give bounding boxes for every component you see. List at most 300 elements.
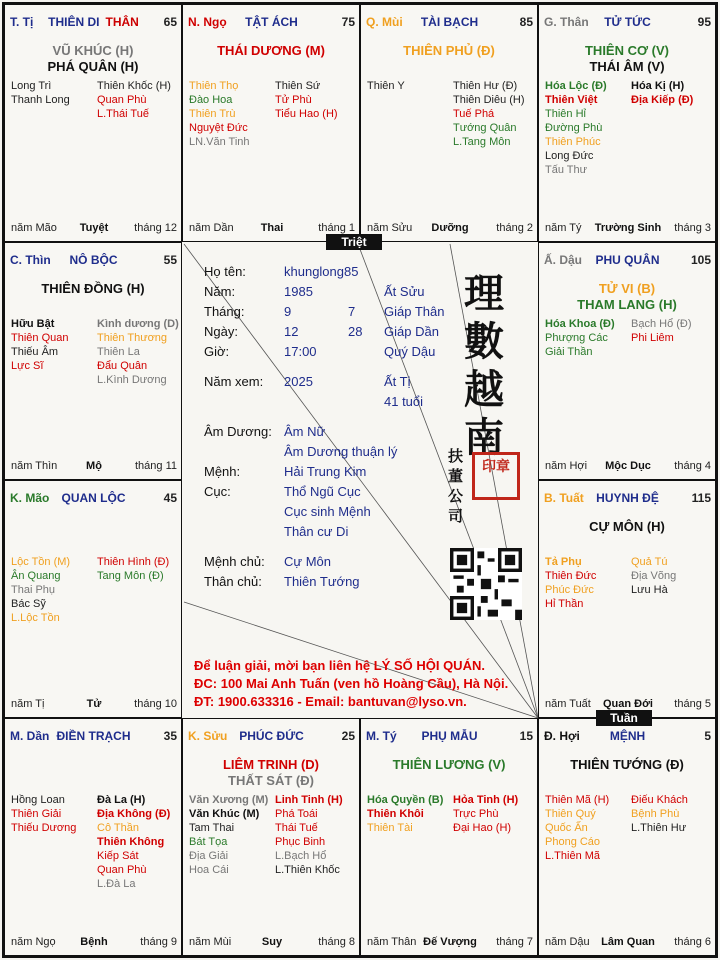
palace-number: 35	[163, 729, 177, 743]
minor-stars-left	[11, 317, 68, 373]
minor-star: Bạch Hổ (Đ)	[631, 318, 692, 330]
minor-star: L.Thái Tuế	[97, 108, 149, 120]
minor-stars-right	[97, 793, 170, 891]
minor-star: Phục Binh	[275, 836, 326, 848]
info-canchi: 41 tuổi	[384, 394, 424, 409]
minor-star: Kiếp Sát	[97, 850, 139, 862]
minor-star: Hỉ Thần	[545, 598, 584, 610]
palace-year: năm Hợi	[545, 460, 588, 472]
palace-year: năm Dần	[189, 222, 234, 234]
minor-star: Lưu Hà	[631, 584, 668, 596]
palace-footer	[367, 222, 533, 236]
minor-star: Thái Tuế	[275, 822, 318, 834]
minor-star: Quốc Ấn	[545, 822, 588, 834]
minor-stars-right	[97, 555, 169, 583]
than-cu: Thân cư Di	[284, 524, 349, 539]
palace-name	[366, 729, 533, 743]
minor-star: Điếu Khách	[631, 794, 688, 806]
minor-stars-left	[545, 317, 615, 359]
calligraphy-char: 越	[464, 366, 504, 413]
tuan-marker: Tuần	[596, 710, 652, 726]
palace-header	[366, 15, 533, 31]
minor-star: Thiên Y	[367, 80, 405, 92]
minor-stars-left	[11, 555, 70, 625]
main-star: THÁI ÂM (V)	[589, 59, 665, 74]
minor-star: Nguyệt Đức	[189, 122, 248, 134]
cuc-value: Thổ Ngũ Cục	[284, 484, 361, 499]
palace-branch: Q. Mùi	[366, 15, 403, 29]
minor-star: Quả Tú	[631, 556, 668, 568]
minor-star: Địa Giải	[189, 850, 229, 862]
palace-footer	[11, 936, 177, 950]
minor-stars-right	[453, 79, 525, 149]
chart-center-info	[182, 242, 538, 716]
calligraphy-small-char: 司	[448, 507, 464, 525]
menh-chu-value: Cự Môn	[284, 554, 331, 569]
minor-star: Đào Hoa	[189, 94, 233, 106]
minor-star: LN.Văn Tinh	[189, 136, 250, 148]
main-star: THIÊN LƯƠNG (V)	[392, 757, 506, 772]
info-value: 1985	[284, 284, 313, 299]
than-marker: THÂN	[105, 15, 139, 29]
minor-star: Thiên Mã (H)	[545, 794, 610, 806]
info-label: Năm:	[204, 284, 236, 299]
calligraphy-small-char: 扶	[448, 447, 464, 465]
main-star: TỬ VI (B)	[598, 281, 656, 296]
calligraphy-char: 數	[464, 318, 504, 365]
info-value: 9	[284, 304, 292, 319]
palace-name	[10, 729, 177, 743]
main-star: PHÁ QUÂN (H)	[47, 59, 139, 74]
palace-name-text: TẬT ÁCH	[245, 15, 298, 29]
palace-month: tháng 3	[674, 222, 711, 234]
minor-star: Đẩu Quân	[97, 360, 148, 372]
main-star: LIÊM TRINH (D)	[222, 757, 320, 772]
minor-stars-right	[631, 793, 688, 835]
palace-cell[interactable]	[182, 718, 360, 956]
minor-star: Linh Tinh (H)	[275, 794, 343, 806]
palace-cell[interactable]	[4, 718, 182, 956]
minor-star: Hồng Loan	[11, 794, 65, 806]
palace-header	[544, 15, 711, 31]
main-star: THIÊN CƠ (V)	[584, 43, 670, 58]
minor-stars-left	[545, 79, 607, 177]
life-stage: Quan Đới	[603, 698, 653, 710]
minor-star: L.Thiên Khốc	[275, 864, 340, 876]
minor-star: Thiên Trù	[189, 108, 236, 120]
palace-footer	[11, 698, 177, 712]
minor-star: Địa Không (Đ)	[97, 808, 171, 820]
minor-star: Quan Phù	[97, 864, 147, 876]
am-duong-detail: Âm Dương thuận lý	[284, 444, 398, 459]
palace-header	[10, 729, 177, 745]
palace-branch: K. Mão	[10, 491, 50, 505]
palace-header	[544, 491, 711, 507]
palace-header	[544, 729, 711, 745]
minor-star: L.Lộc Tồn	[11, 612, 60, 624]
minor-star: Thiếu Âm	[11, 346, 59, 358]
info-canchi: Giáp Dần	[384, 324, 439, 339]
palace-year: năm Tuất	[545, 698, 591, 710]
palace-footer	[11, 460, 177, 474]
minor-star: Bệnh Phù	[631, 808, 680, 820]
palace-month: tháng 10	[134, 698, 177, 710]
palace-number: 85	[519, 15, 533, 29]
minor-star: L.Thiên Mã	[545, 850, 601, 862]
palace-name	[544, 253, 711, 267]
palace-year: năm Sửu	[367, 222, 413, 234]
than-chu-label: Thân chủ:	[204, 574, 262, 589]
menh-chu-label: Mệnh chủ:	[204, 554, 265, 569]
minor-stars-left	[11, 793, 76, 835]
minor-star: Thiên Giải	[11, 808, 62, 820]
palace-name-text: NÔ BỘC	[69, 253, 118, 267]
palace-branch: G. Thân	[544, 15, 589, 29]
palace-number: 55	[163, 253, 177, 267]
palace-name-text: HUYNH ĐỆ	[596, 491, 659, 505]
life-stage: Mộ	[86, 460, 102, 472]
main-star: VŨ KHÚC (H)	[52, 43, 134, 58]
minor-star: Tấu Thư	[545, 164, 588, 176]
life-stage: Tử	[86, 698, 102, 710]
main-star: CỰ MÔN (H)	[589, 519, 665, 534]
palace-header	[188, 15, 355, 31]
palace-cell[interactable]	[4, 4, 182, 242]
palace-year: năm Thân	[367, 936, 417, 948]
minor-star: L.Đà La	[97, 878, 136, 890]
life-stage: Lâm Quan	[601, 936, 655, 948]
palace-number: 65	[163, 15, 177, 29]
minor-star: Tuế Phá	[453, 108, 495, 120]
contact-line-1: Để luận giải, mời bạn liên hệ LÝ SỐ HỘI QUÁN.	[194, 658, 485, 673]
minor-star: Lực Sĩ	[11, 360, 44, 372]
minor-star: Hỏa Tinh (H)	[453, 794, 519, 806]
minor-star: Thiên Tài	[367, 822, 413, 834]
palace-footer	[11, 222, 177, 236]
palace-month: tháng 1	[318, 222, 355, 234]
life-stage: Bệnh	[80, 936, 108, 948]
palace-header	[366, 729, 533, 745]
palace-branch: B. Tuất	[544, 491, 584, 505]
palace-name	[10, 15, 177, 29]
minor-stars-right	[275, 793, 343, 877]
minor-star: Hoa Cái	[189, 864, 229, 876]
info-label: Ngày:	[204, 324, 238, 339]
am-duong-value: Âm Nữ	[284, 424, 326, 439]
minor-star: Thiên Thương	[97, 332, 168, 344]
minor-star: Tam Thai	[189, 822, 235, 834]
minor-star: L.Tang Môn	[453, 136, 511, 148]
palace-number: 95	[697, 15, 711, 29]
palace-header	[10, 491, 177, 507]
info-value: khunglong85	[284, 264, 359, 279]
palace-number: 45	[163, 491, 177, 505]
palace-name	[188, 15, 355, 29]
palace-cell[interactable]	[182, 4, 360, 242]
minor-star: Trực Phù	[453, 808, 499, 820]
minor-star: Đà La (H)	[97, 794, 146, 806]
palace-name	[188, 729, 355, 743]
info-lunar-value: 28	[348, 324, 363, 339]
minor-star: Thiên Việt	[545, 94, 598, 106]
palace-cell[interactable]	[538, 718, 716, 956]
palace-number: 75	[341, 15, 355, 29]
main-star: THAM LANG (H)	[577, 297, 677, 312]
minor-star: Phúc Đức	[545, 584, 594, 596]
minor-stars-right	[97, 79, 171, 121]
palace-branch: M. Dần	[10, 729, 50, 743]
minor-star: Hữu Bật	[11, 318, 55, 330]
life-stage: Suy	[261, 936, 283, 948]
contact-phone-email[interactable]: ĐT: 1900.633316 - Email: bantuvan@lyso.vn.	[194, 694, 467, 709]
palace-name-text: TÀI BẠCH	[420, 15, 479, 29]
minor-star: Phong Cáo	[545, 836, 601, 848]
palace-name	[544, 491, 711, 505]
minor-stars-right	[631, 555, 676, 597]
minor-stars-left	[189, 79, 250, 149]
minor-star: Thiên Diêu (H)	[453, 94, 525, 106]
palace-month: tháng 2	[496, 222, 533, 234]
minor-star: Tả Phụ	[545, 556, 582, 568]
minor-stars-left	[545, 793, 609, 863]
minor-star: Phượng Các	[545, 332, 608, 344]
info-value: 2025	[284, 374, 313, 389]
minor-star: Thiên Thọ	[189, 80, 239, 92]
minor-star: Tang Môn (Đ)	[97, 570, 164, 582]
minor-star: Thiên Không	[97, 836, 165, 848]
palace-name	[544, 15, 711, 29]
calligraphy-small	[448, 446, 463, 526]
minor-stars-left	[367, 79, 405, 93]
palace-number: 5	[704, 729, 711, 743]
minor-star: Long Đức	[545, 150, 594, 162]
palace-month: tháng 8	[318, 936, 355, 948]
calligraphy-small-char: 公	[448, 487, 464, 505]
minor-star: Lộc Tồn (M)	[11, 556, 71, 568]
minor-star: Thiên Khôi	[367, 808, 424, 820]
minor-star: Long Trì	[11, 80, 52, 92]
palace-year: năm Tý	[545, 222, 582, 234]
minor-star: Tử Phù	[275, 94, 312, 106]
palace-cell[interactable]	[538, 480, 716, 718]
minor-star: Hóa Khoa (Đ)	[545, 318, 615, 330]
minor-star: Thiên Khốc (H)	[97, 80, 171, 92]
minor-star: Phá Toái	[275, 808, 318, 820]
palace-month: tháng 6	[674, 936, 711, 948]
palace-number: 115	[691, 491, 711, 505]
palace-name-text: QUAN LỘC	[61, 491, 126, 505]
life-stage: Thai	[260, 222, 284, 234]
minor-star: Thiên Hư (Đ)	[453, 80, 518, 92]
minor-stars-left	[189, 793, 268, 877]
menh-value: Hải Trung Kim	[284, 464, 367, 479]
calligraphy-small-char: 董	[448, 467, 464, 485]
info-value: 17:00	[284, 344, 317, 359]
minor-stars-right	[631, 317, 692, 345]
palace-name-text: TỬ TỨC	[604, 15, 651, 29]
palace-month: tháng 9	[140, 936, 177, 948]
info-label: Họ tên:	[204, 264, 246, 279]
minor-star: Tiểu Hao (H)	[275, 108, 338, 120]
palace-number: 15	[519, 729, 533, 743]
contact-address: ĐC: 100 Mai Anh Tuấn (ven hồ Hoàng Cầu), Hà Nội.	[194, 676, 509, 691]
minor-stars-right	[631, 79, 693, 107]
palace-month: tháng 5	[674, 698, 711, 710]
info-canchi: Ất Tị	[384, 374, 411, 389]
palace-branch: T. Tị	[10, 15, 34, 29]
calligraphy-char: 理	[464, 270, 504, 317]
minor-stars-right	[97, 317, 179, 387]
palace-month: tháng 7	[496, 936, 533, 948]
main-star: THIÊN ĐỒNG (H)	[41, 281, 145, 296]
info-canchi: Quý Dậu	[384, 344, 436, 359]
minor-star: Địa Kiếp (Đ)	[631, 94, 694, 106]
palace-month: tháng 11	[134, 460, 177, 472]
palace-branch: C. Thìn	[10, 253, 51, 267]
minor-star: L.Bạch Hổ	[275, 850, 327, 862]
main-star: THIÊN TƯỚNG (Đ)	[570, 757, 684, 772]
minor-star: Thiên Sứ	[275, 80, 321, 92]
minor-star: Hóa Lộc (Đ)	[545, 80, 607, 92]
palace-month: tháng 12	[134, 222, 177, 234]
minor-star: Ân Quang	[11, 570, 61, 582]
palace-cell[interactable]	[538, 4, 716, 242]
palace-branch: N. Ngọ	[188, 15, 227, 29]
palace-name	[544, 729, 711, 743]
palace-name-text: PHÚC ĐỨC	[239, 729, 304, 743]
minor-star: Đại Hao (H)	[453, 822, 512, 834]
life-stage: Tuyệt	[79, 222, 109, 234]
minor-star: Hóa Quyền (B)	[367, 794, 444, 806]
palace-year: năm Ngọ	[11, 936, 56, 948]
palace-name-text: PHỤ MẪU	[421, 729, 478, 743]
palace-branch: Đ. Hợi	[544, 729, 580, 743]
minor-star: Văn Khúc (M)	[189, 808, 260, 820]
palace-cell[interactable]	[4, 242, 182, 480]
palace-branch: Ấ. Dậu	[544, 253, 583, 267]
info-value: 12	[284, 324, 299, 339]
palace-name	[366, 15, 533, 29]
minor-star: Kình dương (D)	[97, 318, 179, 330]
minor-star: Thiên Phúc	[545, 136, 601, 148]
life-stage: Đế Vượng	[423, 936, 477, 948]
minor-star: L.Kình Dương	[97, 374, 167, 386]
minor-star: Phi Liêm	[631, 332, 674, 344]
qr-code-icon[interactable]	[450, 548, 522, 620]
info-canchi: Giáp Thân	[384, 304, 445, 319]
info-label: Giờ:	[204, 344, 230, 359]
info-label: Năm xem:	[204, 374, 264, 389]
minor-star: Thiên La	[97, 346, 140, 358]
minor-stars-right	[453, 793, 518, 835]
life-stage: Dưỡng	[431, 222, 469, 234]
palace-header	[188, 729, 355, 745]
palace-year: năm Dậu	[545, 936, 590, 948]
life-stage: Mộc Dục	[605, 460, 651, 472]
minor-star: Thanh Long	[11, 94, 70, 106]
palace-name	[10, 253, 177, 267]
life-stage: Trường Sinh	[594, 222, 662, 234]
palace-name-text: THIÊN DI	[48, 15, 100, 29]
minor-star: Thai Phụ	[11, 584, 56, 596]
minor-star: Bát Tọa	[189, 836, 228, 848]
info-canchi: Ất Sửu	[384, 284, 425, 299]
palace-cell[interactable]	[538, 242, 716, 480]
palace-footer	[189, 936, 355, 950]
minor-star: Thiên Hình (Đ)	[97, 556, 170, 568]
minor-star: Thiên Hỉ	[545, 108, 586, 120]
palace-name-text: ĐIỀN TRẠCH	[56, 729, 131, 743]
cuc-relation: Cục sinh Mệnh	[284, 504, 371, 519]
main-star: THẤT SÁT (Đ)	[228, 773, 314, 788]
menh-label: Mệnh:	[204, 464, 241, 479]
palace-year: năm Mùi	[189, 936, 232, 948]
palace-footer	[545, 222, 711, 236]
calligraphy-char: 南	[464, 414, 504, 461]
minor-star: Đường Phù	[545, 122, 603, 134]
than-chu-value: Thiên Tướng	[284, 574, 360, 589]
triet-marker: Triệt	[326, 234, 382, 250]
palace-year: năm Mão	[11, 222, 57, 234]
palace-footer	[367, 936, 533, 950]
minor-star: Giải Thần	[545, 346, 593, 358]
palace-branch: M. Tý	[366, 729, 397, 743]
minor-star: Thiên Quý	[545, 808, 596, 820]
minor-star: Bác Sỹ	[11, 598, 46, 610]
minor-star: Thiên Đức	[545, 570, 597, 582]
palace-header	[544, 253, 711, 269]
palace-name	[10, 491, 177, 505]
minor-star: Thiên Quan	[11, 332, 69, 344]
minor-star: Văn Xương (M)	[189, 794, 269, 806]
palace-year: năm Thìn	[11, 460, 58, 472]
main-star: THIÊN PHỦ (Đ)	[403, 43, 495, 58]
minor-stars-left	[11, 79, 70, 107]
palace-branch: K. Sửu	[188, 729, 228, 743]
minor-stars-left	[367, 793, 443, 835]
palace-footer	[545, 460, 711, 474]
calligraphy-logo	[444, 270, 524, 462]
palace-name-text: MỆNH	[609, 729, 646, 743]
minor-star: Cô Thần	[97, 822, 139, 834]
palace-header	[10, 253, 177, 269]
palace-cell[interactable]	[360, 4, 538, 242]
palace-header	[10, 15, 177, 31]
minor-stars-left	[545, 555, 596, 611]
palace-name-text: PHU QUÂN	[595, 253, 660, 267]
cuc-label: Cục:	[204, 484, 231, 499]
main-star: THÁI DƯƠNG (M)	[217, 43, 325, 58]
palace-cell[interactable]	[360, 718, 538, 956]
palace-year: năm Tị	[11, 698, 45, 710]
minor-stars-right	[275, 79, 338, 121]
palace-month: tháng 4	[674, 460, 711, 472]
am-duong-label: Âm Dương:	[204, 424, 272, 439]
palace-footer	[545, 936, 711, 950]
minor-star: Địa Võng	[631, 570, 677, 582]
info-label: Tháng:	[204, 304, 245, 319]
minor-star: Thiếu Dương	[11, 822, 77, 834]
palace-cell[interactable]	[4, 480, 182, 718]
palace-number: 105	[690, 253, 711, 267]
info-lunar-value: 7	[348, 304, 356, 319]
minor-star: L.Thiên Hư	[631, 822, 687, 834]
minor-star: Hóa Kị (H)	[631, 80, 685, 92]
red-seal-icon: 印章	[472, 452, 520, 500]
palace-number: 25	[341, 729, 355, 743]
minor-star: Tướng Quân	[453, 122, 517, 134]
minor-star: Quan Phù	[97, 94, 147, 106]
